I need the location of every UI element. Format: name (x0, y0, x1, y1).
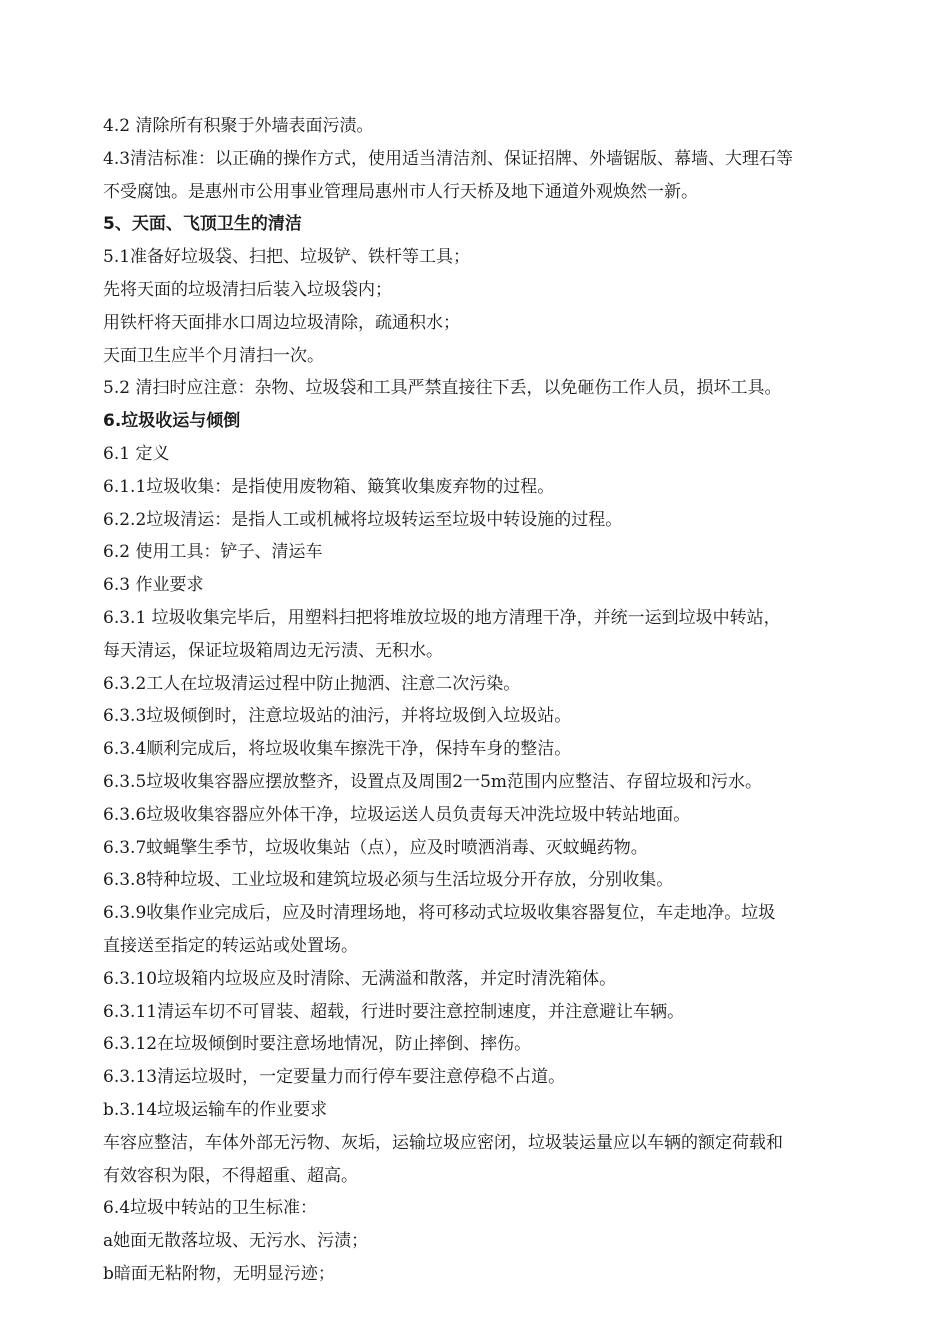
text-line: 6.3.11清运车切不可冒装、超载，行进时要注意控制速度，并注意避让车辆。 (103, 1001, 685, 1022)
text-line: 天面卫生应半个月清扫一次。 (103, 345, 324, 366)
text-line: 车容应整洁，车体外部无污物、灰垢，运输垃圾应密闭，垃圾装运量应以车辆的额定荷载和 (103, 1132, 783, 1153)
text-line: 6.3.3垃圾倾倒时，注意垃圾站的油污，并将垃圾倒入垃圾站。 (103, 706, 572, 727)
text-line: 不受腐蚀。是惠州市公用事业管理局惠州市人行天桥及地下通道外观焕然一新。 (103, 181, 698, 202)
text-line: 4.3清洁标准：以正确的操作方式，使用适当清洁剂、保证招牌、外墙锯版、幕墙、大理石等 (103, 148, 794, 169)
text-line: 直接送至指定的转运站或处置场。 (103, 935, 358, 956)
text-line: 6.3.1 垃圾收集完毕后，用塑料扫把将堆放垃圾的地方清理干净，并统一运到垃圾中转站， (103, 607, 781, 628)
text-line: 用铁杆将天面排水口周边垃圾清除，疏通积水； (103, 312, 460, 333)
text-line: 6.3.2工人在垃圾清运过程中防止抛洒、注意二次污染。 (103, 673, 521, 694)
text-line: 6.1.1垃圾收集：是指使用废物箱、簸箕收集废弃物的过程。 (103, 476, 555, 497)
text-line: 每天清运，保证垃圾箱周边无污渍、无积水。 (103, 640, 443, 661)
document-body (103, 110, 863, 1291)
text-line: 有效容积为限，不得超重、超高。 (103, 1165, 358, 1186)
text-line: 6.3.8特种垃圾、工业垃圾和建筑垃圾必须与生活垃圾分开存放，分别收集。 (103, 870, 674, 891)
text-line: 6.3.12在垃圾倾倒时要注意场地情况，防止摔倒、摔伤。 (103, 1034, 532, 1055)
text-line: 6.1 定义 (103, 443, 170, 464)
text-line: 先将天面的垃圾清扫后装入垃圾袋内； (103, 279, 392, 300)
text-line: 6.3 作业要求 (103, 575, 204, 596)
text-line: 6.3.6垃圾收集容器应外体干净，垃圾运送人员负责每天冲洗垃圾中转站地面。 (103, 804, 691, 825)
text-line: 6.3.10垃圾箱内垃圾应及时清除、无满溢和散落，并定时清洗箱体。 (103, 968, 617, 989)
text-line: 4.2 清除所有积聚于外墙表面污渍。 (103, 116, 374, 136)
text-line: b.3.14垃圾运输车的作业要求 (103, 1099, 328, 1120)
text-line: b暗面无粘附物，无明显污迹； (103, 1263, 335, 1284)
text-line: 6.3.5垃圾收集容器应摆放整齐，设置点及周围2一5m范围内应整洁、存留垃圾和污水。 (103, 771, 763, 792)
text-line: 5.2 清扫时应注意：杂物、垃圾袋和工具严禁直接往下丢，以免砸伤工作人员，损坏工具。 (103, 378, 782, 399)
text-line: a她面无散落垃圾、无污水、污渍； (103, 1231, 369, 1252)
text-line: 6.3.7蚊蝇擎生季节，垃圾收集站（点），应及时喷洒消毒、灭蚊蝇药物。 (103, 837, 648, 858)
text-line: 6.4垃圾中转站的卫生标准： (103, 1198, 318, 1219)
text-line: 6.2 使用工具：铲子、清运车 (103, 542, 323, 563)
text-line: 6.3.4顺利完成后，将垃圾收集车擦洗干净，保持车身的整洁。 (103, 739, 572, 760)
section-heading: 6.垃圾收运与倾倒 (103, 411, 241, 432)
text-line: 6.3.13清运垃圾时，一定要量力而行停车要注意停稳不占道。 (103, 1067, 566, 1088)
section-heading: 5、天面、飞顶卫生的清洁 (103, 214, 302, 235)
text-line: 5.1准备好垃圾袋、扫把、垃圾铲、铁杆等工具； (103, 247, 471, 268)
text-line: 6.3.9收集作业完成后，应及时清理场地，将可移动式垃圾收集容器复位，车走地净。垃圾 (103, 903, 776, 924)
text-line: 6.2.2垃圾清运：是指人工或机械将垃圾转运至垃圾中转设施的过程。 (103, 509, 623, 530)
